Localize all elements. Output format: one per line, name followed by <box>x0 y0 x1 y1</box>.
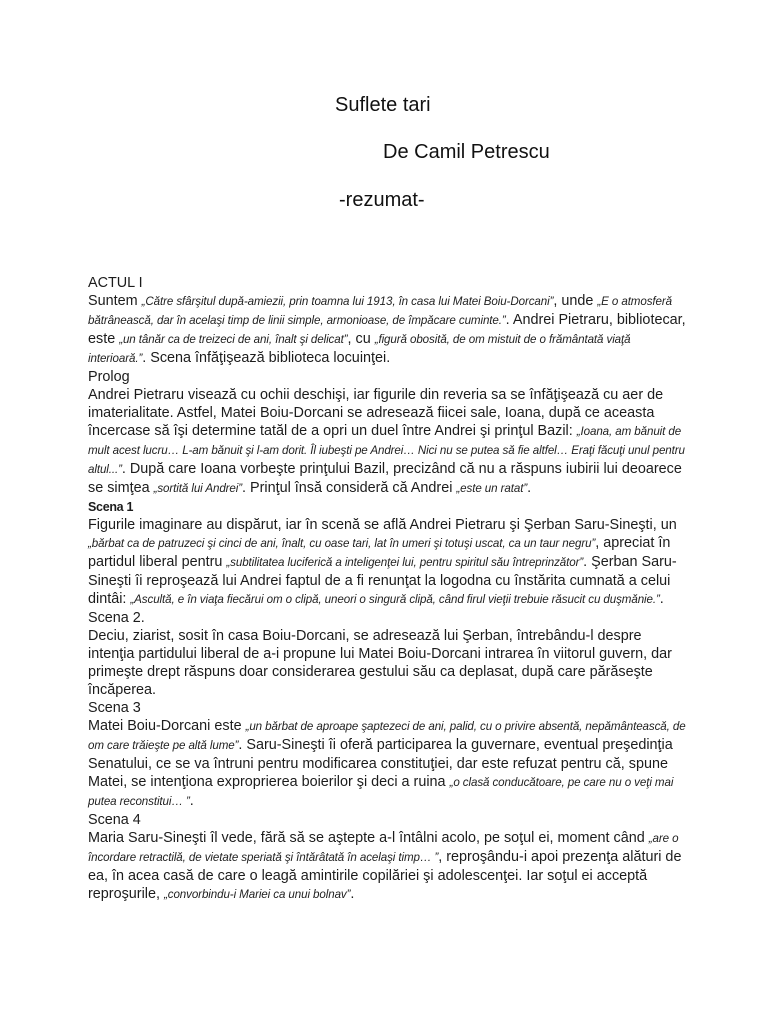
body-text: . Şerban Saru-Sineşti îi reproşează lui Andrei faptul de a fi renunţat la logodna cu înstărita cumnată a celui dintâi: <box>88 554 677 607</box>
body-text: Suntem <box>88 293 142 309</box>
body-text: . Andrei Pietraru, bibliotecar, este <box>88 312 686 347</box>
body-text: . <box>659 591 664 607</box>
body-text: Deciu, ziarist, sosit în casa Boiu-Dorcani, se adresează lui Şerban, întrebându-l despre intenţia partidului liberal de a-i propune lui Matei Boiu-Dorcani intrarea în viitorul guvern, dar primeşte drept răspuns doar considerarea gestului său ca deplasat, după care părăseşte încăperea. <box>88 628 672 698</box>
body-text: . După care Ioana vorbeşte prinţului Bazil, precizând că nu a răspuns iubirii lui deoarece se simţea <box>88 461 682 496</box>
body-text: , reproşându-i apoi prezenţa alături de ea, în acea casă de care o leagă amintirile copilăriei şi adolescenţei. Iar soţul ei acceptă reproşurile, <box>88 849 682 902</box>
body-text: Andrei Pietraru visează cu ochii deschişi, iar figurile din reveria sa se înfăţişează cu aer de imaterialitate. Astfel, Matei Boiu-Dorcani se adresează fiicei sale, Ioana, după ce aceasta încercase să îşi determine tatăl de a opri un duel între Andrei şi prinţul Bazil: <box>88 387 664 439</box>
document-title: Suflete tari <box>335 94 431 116</box>
quote-text: „sortită lui Andrei” <box>153 482 243 495</box>
body-text: . Saru-Sineşti îi oferă participarea la guvernare, eventual preşedinţia Senatului, ce se va întruni pentru modificarea constituţiei, dar este refuzat pentru că, spune Matei, se intenţiona exproprierea boierilor şi deci a ruina <box>88 737 673 790</box>
quote-text: „Ascultă, e în viaţa fiecărui om o clipă, uneori o singură clipă, când firul vieţii trebuie răsucit cu duşmănie.” <box>130 593 660 606</box>
section-paragraph <box>88 717 688 811</box>
body-text: . Prinţul însă consideră că Andrei <box>242 480 457 496</box>
section-heading: ACTUL I <box>88 275 143 291</box>
quote-text: „are o încordare retractilă, de vietate speriată şi întărâtată în acelaşi timp… ” <box>88 832 679 864</box>
section-heading: Scena 3 <box>88 700 141 716</box>
body-text: . <box>350 886 355 902</box>
document-author: De Camil Petrescu <box>383 141 550 163</box>
body-text: , unde <box>553 293 598 309</box>
body-text: . <box>527 480 532 496</box>
section-heading: Scena 2. <box>88 610 145 626</box>
section-heading: Prolog <box>88 369 130 385</box>
section-paragraph <box>88 829 688 904</box>
section-paragraph <box>88 386 688 498</box>
quote-text: „figură obosită, de om mistuit de o frământată viaţă interioară.” <box>88 333 631 365</box>
document-body <box>88 274 688 904</box>
body-text: , cu <box>347 331 375 347</box>
body-text: Matei Boiu-Dorcani este <box>88 718 246 734</box>
section-heading: Scena 4 <box>88 812 141 828</box>
quote-text: „este un ratat” <box>456 482 528 495</box>
quote-text: „un bărbat de aproape şaptezeci de ani, palid, cu o privire absentă, nepământească, de om care trăieşte pe altă lume” <box>88 720 686 752</box>
body-text: Figurile imaginare au dispărut, iar în scenă se află Andrei Pietraru şi Şerban Saru-Sineşti, un <box>88 517 677 533</box>
quote-text: „subtilitatea luciferică a inteligenţei lui, pentru spiritul său întreprinzător” <box>226 556 584 569</box>
quote-text: „un tânăr ca de treizeci de ani, înalt şi delicat” <box>119 333 348 346</box>
quote-text: „E o atmosferă bătrânească, dar în acelaşi timp de linii simple, armonioase, de împăcare cuminte.” <box>88 295 672 327</box>
quote-text: „o clasă conducătoare, pe care nu o veţi mai putea reconstitui… ” <box>88 776 674 808</box>
quote-text: „convorbindu-i Mariei ca unui bolnav” <box>163 888 351 901</box>
quote-text: „Către sfârşitul după-amiezii, prin toamna lui 1913, în casa lui Matei Boiu-Dorcani” <box>141 295 554 308</box>
body-text: Maria Saru-Sineşti îl vede, fără să se aştepte a-l întâlni acolo, pe soţul ei, moment când <box>88 830 649 846</box>
body-text: . <box>189 793 194 809</box>
quote-text: „bărbat ca de patruzeci şi cinci de ani, înalt, cu oase tari, lat în umeri şi totuşi uscat, ca un taur negru” <box>88 537 596 550</box>
section-paragraph <box>88 516 688 609</box>
body-text: . Scena înfăţişează biblioteca locuinţei. <box>142 350 391 366</box>
body-text: , apreciat în partidul liberal pentru <box>88 535 671 570</box>
section-paragraph <box>88 627 688 699</box>
quote-text: „Ioana, am bănuit de mult acest lucru… L-am bănuit şi l-am dorit. Îl iubeşti pe Andrei… Nici nu se putea să fie altfel… Eraţi făcuţi unul pentru altul...” <box>88 425 685 476</box>
document-subtitle: -rezumat- <box>339 189 425 211</box>
section-paragraph <box>88 292 688 368</box>
section-heading: Scena 1 <box>88 500 134 514</box>
